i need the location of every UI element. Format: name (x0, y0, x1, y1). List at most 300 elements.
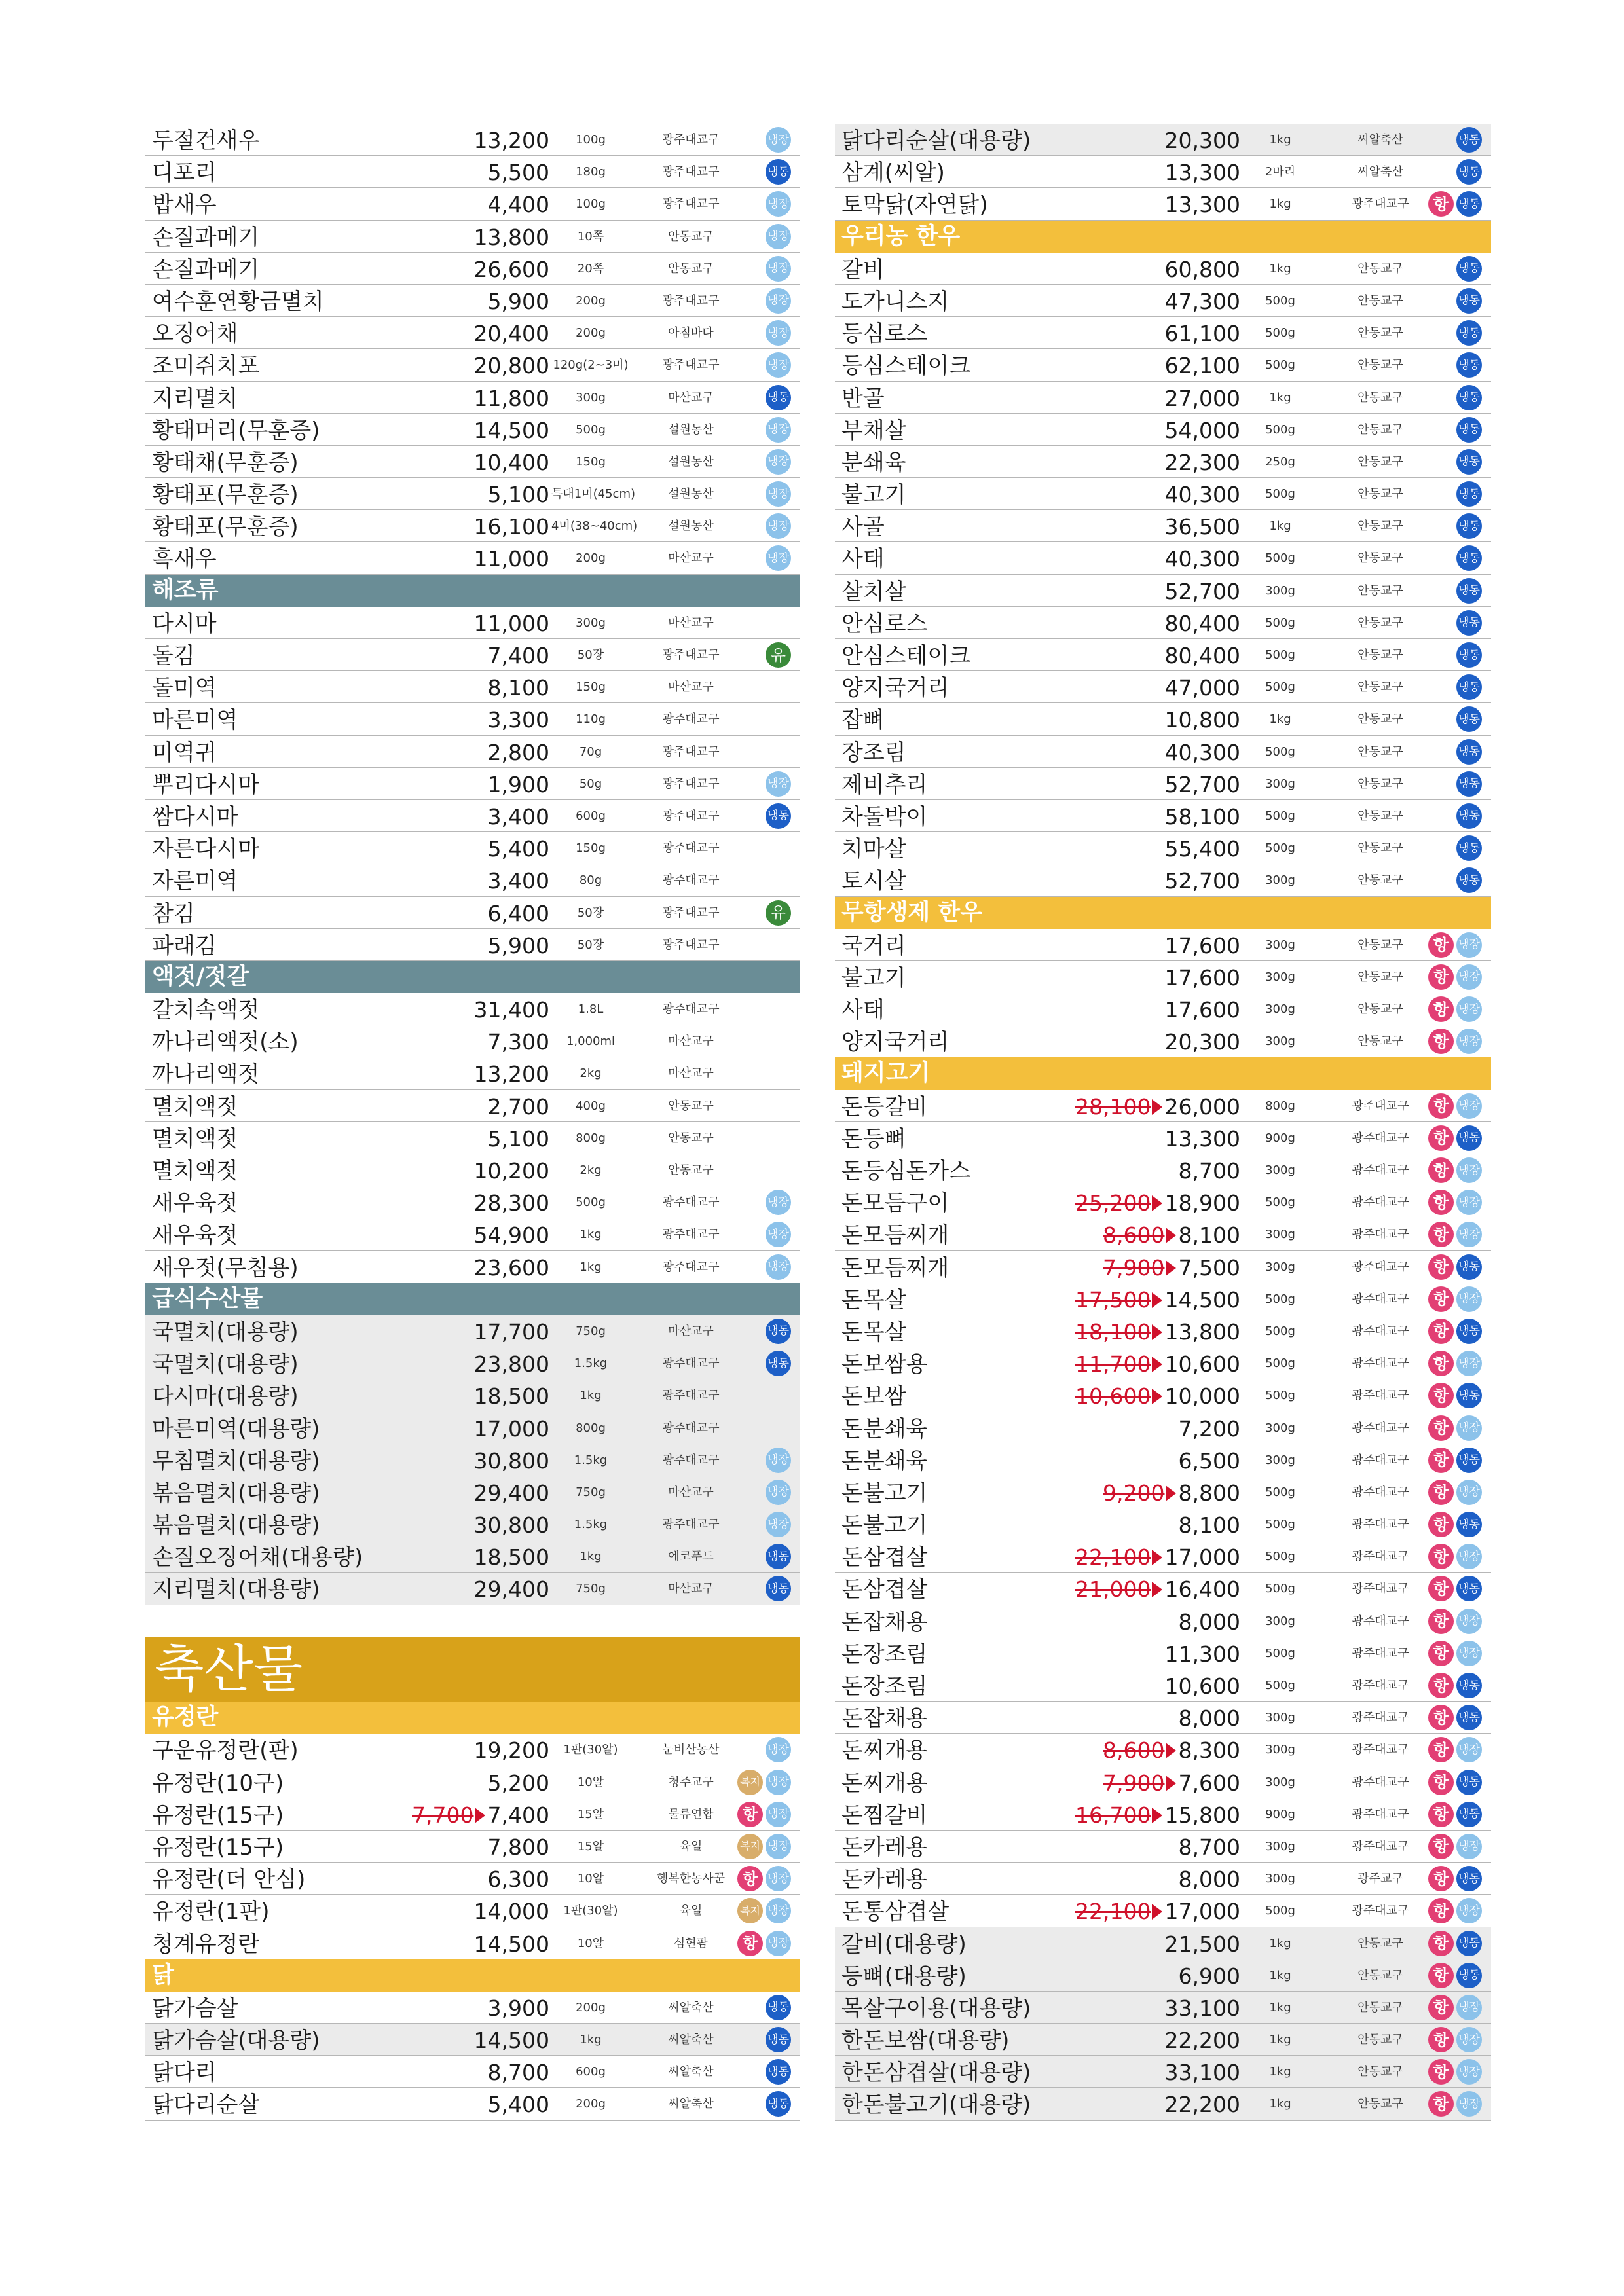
product-unit: 1,000ml (566, 1034, 616, 1049)
product-row[interactable] (145, 1573, 800, 1605)
product-unit: 1kg (580, 1389, 602, 1403)
product-origin: 광주대교구 (662, 358, 720, 373)
product-row[interactable] (145, 510, 800, 542)
product-unit: 200g (576, 551, 606, 566)
badge-group (766, 1448, 791, 1474)
product-row[interactable] (835, 1251, 1491, 1283)
product-name: 파래김 (152, 932, 217, 959)
product-row[interactable] (835, 1992, 1491, 2024)
product-row[interactable] (145, 446, 800, 478)
product-row[interactable] (835, 639, 1491, 671)
product-row[interactable] (835, 736, 1491, 768)
product-row[interactable] (835, 1025, 1491, 1057)
product-row[interactable] (835, 2024, 1491, 2056)
badge-group (737, 1834, 791, 1860)
product-price: 17,000 (1164, 1544, 1240, 1571)
product-unit: 500g (1265, 1389, 1295, 1403)
product-origin: 육일 (679, 1904, 703, 1918)
product-row[interactable] (145, 1798, 800, 1831)
right-price-column (835, 124, 1491, 2121)
product-row[interactable] (145, 639, 800, 671)
product-row[interactable] (835, 156, 1491, 188)
price-arrow-icon (1166, 1485, 1176, 1501)
chilled-badge: 냉장 (1456, 996, 1482, 1022)
category-title: 축산물 (155, 1639, 303, 1699)
product-row[interactable] (145, 2024, 800, 2056)
product-origin: 안동교구 (1357, 454, 1403, 469)
product-origin: 씨알축산 (1357, 165, 1403, 179)
badge-group (1456, 352, 1482, 378)
product-origin: 마산교구 (668, 680, 714, 695)
product-unit: 1kg (1269, 2065, 1291, 2079)
product-name: 황태포(무훈증) (152, 482, 299, 509)
product-row[interactable] (835, 1573, 1491, 1605)
product-unit: 500g (1265, 1679, 1295, 1692)
product-price: 26,600 (473, 256, 549, 282)
product-unit: 100g (576, 133, 606, 147)
product-unit: 750g (576, 1324, 606, 1338)
badge-group (1456, 739, 1482, 765)
product-price: 13,300 (1164, 192, 1240, 218)
product-unit: 1kg (1269, 197, 1291, 211)
product-row[interactable] (835, 188, 1491, 220)
antibiotic-free-badge: 항 (1428, 1995, 1454, 2020)
product-origin: 안동교구 (1357, 519, 1403, 534)
product-row[interactable] (835, 671, 1491, 703)
product-unit: 50장 (577, 905, 604, 920)
antibiotic-free-badge: 항 (1428, 2091, 1454, 2117)
frozen-badge: 냉동 (1456, 1673, 1482, 1698)
product-row[interactable] (145, 1476, 800, 1508)
badge-group (1428, 1866, 1482, 1892)
price-arrow-icon (1152, 1389, 1162, 1404)
product-row[interactable] (835, 2056, 1491, 2088)
product-row[interactable] (145, 1122, 800, 1154)
product-row[interactable] (145, 832, 800, 864)
product-row[interactable] (835, 510, 1491, 542)
product-row[interactable] (835, 1218, 1491, 1250)
section-title: 액젓/젓갈 (152, 963, 249, 990)
product-price: 5,900 (487, 932, 549, 958)
product-unit: 20쪽 (577, 261, 604, 276)
product-row[interactable] (145, 768, 800, 800)
product-row[interactable] (835, 961, 1491, 993)
product-name: 돈잡채용 (841, 1705, 928, 1732)
product-unit: 300g (1265, 873, 1295, 888)
product-origin: 광주대교구 (1352, 1743, 1409, 1757)
section-title: 유정란 (152, 1704, 219, 1731)
product-unit: 300g (576, 615, 606, 630)
product-row[interactable] (835, 703, 1491, 735)
product-row[interactable] (145, 1992, 800, 2024)
product-row[interactable] (835, 1766, 1491, 1798)
product-row[interactable] (835, 800, 1491, 832)
product-origin: 안동교구 (1357, 2097, 1403, 2111)
product-row[interactable] (835, 317, 1491, 349)
product-price: 18,900 (1164, 1190, 1240, 1216)
frozen-badge: 냉동 (766, 1995, 791, 2020)
product-origin: 안동교구 (668, 1163, 714, 1177)
badge-group (1456, 706, 1482, 733)
product-row[interactable] (835, 414, 1491, 446)
product-price: 22,200 (1164, 2092, 1240, 2118)
original-price: 16,700 (1075, 1802, 1151, 1828)
product-price: 7,800 (487, 1834, 549, 1860)
product-origin: 안동교구 (1357, 970, 1403, 984)
badge-group (1456, 674, 1482, 701)
antibiotic-free-badge: 항 (1428, 1866, 1454, 1891)
product-price: 17,600 (1164, 997, 1240, 1023)
product-row[interactable] (835, 1508, 1491, 1540)
antibiotic-free-badge: 항 (1428, 1576, 1454, 1601)
product-row[interactable] (145, 800, 800, 832)
price-arrow-icon (1166, 1260, 1176, 1276)
product-price: 8,000 (1178, 1705, 1240, 1732)
product-row[interactable] (835, 1476, 1491, 1508)
product-row[interactable] (835, 1186, 1491, 1218)
product-row[interactable] (145, 317, 800, 349)
product-row[interactable] (145, 2056, 800, 2088)
product-unit: 10알 (577, 1775, 604, 1789)
product-row[interactable] (145, 349, 800, 381)
product-origin: 안동교구 (1357, 326, 1403, 340)
product-row[interactable] (835, 832, 1491, 864)
product-row[interactable] (835, 1122, 1491, 1154)
product-row[interactable] (145, 1057, 800, 1089)
welfare-badge: 복지 (737, 1770, 763, 1795)
chilled-badge: 냉장 (766, 127, 791, 153)
product-unit: 1kg (1269, 519, 1291, 534)
product-name: 토시살 (841, 868, 906, 895)
product-row[interactable] (145, 1379, 800, 1412)
product-row[interactable] (835, 382, 1491, 414)
product-name: 지리멸치 (152, 385, 238, 412)
product-origin: 광주대교구 (662, 841, 720, 856)
badge-group (1428, 191, 1482, 217)
product-row[interactable] (145, 1508, 800, 1540)
section-header (145, 1283, 800, 1315)
product-name: 새우육젓 (152, 1222, 238, 1249)
antibiotic-free-badge: 항 (1428, 1480, 1454, 1505)
product-origin: 안동교구 (1357, 1968, 1403, 1982)
product-unit: 750g (576, 1485, 606, 1499)
product-row[interactable] (835, 1347, 1491, 1379)
product-row[interactable] (835, 1927, 1491, 1959)
product-row[interactable] (145, 1347, 800, 1379)
product-name: 사태 (841, 997, 885, 1024)
product-unit: 500g (1265, 1646, 1295, 1660)
product-row[interactable] (835, 1283, 1491, 1315)
product-unit: 600g (576, 2065, 606, 2079)
product-origin: 안동교구 (1357, 873, 1403, 888)
product-row[interactable] (145, 188, 800, 220)
product-row[interactable] (835, 1863, 1491, 1895)
badge-group (1428, 996, 1482, 1023)
product-price: 8,100 (1178, 1222, 1240, 1248)
product-row[interactable] (145, 1766, 800, 1798)
product-row[interactable] (145, 703, 800, 735)
product-origin: 안동교구 (1357, 776, 1403, 791)
original-price: 11,700 (1075, 1351, 1151, 1377)
product-origin: 광주교구 (1357, 1872, 1403, 1886)
product-row[interactable] (145, 478, 800, 510)
product-row[interactable] (145, 414, 800, 446)
product-row[interactable] (835, 768, 1491, 800)
badge-group (737, 1802, 791, 1828)
chilled-badge: 냉장 (1456, 1093, 1482, 1119)
price-arrow-icon (1152, 1904, 1162, 1920)
antibiotic-free-badge: 항 (1428, 1157, 1454, 1183)
product-row[interactable] (145, 1831, 800, 1863)
product-unit: 200g (576, 2097, 606, 2111)
product-origin: 마산교구 (668, 1582, 714, 1596)
product-price: 28,300 (473, 1190, 549, 1216)
product-row[interactable] (835, 1702, 1491, 1734)
product-row[interactable] (835, 285, 1491, 317)
product-unit: 800g (1265, 1099, 1295, 1113)
product-row[interactable] (835, 1540, 1491, 1573)
product-row[interactable] (835, 478, 1491, 510)
product-row[interactable] (145, 1863, 800, 1895)
product-row[interactable] (145, 221, 800, 253)
product-row[interactable] (145, 382, 800, 414)
chilled-badge: 냉장 (766, 417, 791, 443)
product-price: 17,600 (1164, 932, 1240, 958)
product-row[interactable] (835, 575, 1491, 607)
product-price: 54,000 (1164, 417, 1240, 443)
product-row[interactable] (835, 1959, 1491, 1992)
badge-group (1428, 1609, 1482, 1635)
product-row[interactable] (835, 1798, 1491, 1831)
product-row[interactable] (835, 1315, 1491, 1347)
product-name: 닭가슴살 (152, 1995, 238, 2022)
frozen-badge: 냉동 (1456, 320, 1482, 346)
product-origin: 안동교구 (668, 229, 714, 244)
product-origin: 광주대교구 (1352, 1260, 1409, 1274)
chilled-badge: 냉장 (766, 352, 791, 378)
product-name: 한돈불고기(대용량) (841, 2092, 1031, 2119)
product-unit: 300g (1265, 1775, 1295, 1789)
product-row[interactable] (835, 349, 1491, 381)
product-row[interactable] (145, 285, 800, 317)
product-name: 여수훈연황금멸치 (152, 288, 324, 315)
product-row[interactable] (145, 1315, 800, 1347)
product-name: 목살구이용(대용량) (841, 1995, 1031, 2022)
product-row[interactable] (145, 1186, 800, 1218)
product-row[interactable] (835, 929, 1491, 961)
product-price: 60,800 (1164, 256, 1240, 282)
product-price: 40,300 (1164, 739, 1240, 765)
product-row[interactable] (145, 1895, 800, 1927)
product-row[interactable] (145, 607, 800, 639)
product-unit: 특대1미(45cm) (551, 487, 635, 501)
product-name: 유정란(15구) (152, 1834, 284, 1861)
product-unit: 500g (1265, 358, 1295, 373)
product-origin: 광주대교구 (1352, 1807, 1409, 1821)
product-origin: 광주대교구 (662, 905, 720, 920)
product-row[interactable] (835, 1895, 1491, 1927)
product-unit: 1kg (580, 1228, 602, 1242)
badge-group (1456, 385, 1482, 411)
product-row[interactable] (145, 1218, 800, 1250)
chilled-badge: 냉장 (766, 481, 791, 507)
product-name: 쌈다시마 (152, 803, 238, 830)
product-unit: 1kg (1269, 2000, 1291, 2014)
product-row[interactable] (835, 1669, 1491, 1702)
product-price: 20,800 (473, 353, 549, 379)
product-row[interactable] (835, 864, 1491, 896)
product-origin: 안동교구 (1357, 358, 1403, 373)
product-row[interactable] (835, 542, 1491, 574)
antibiotic-free-badge: 항 (1428, 1254, 1454, 1280)
product-row[interactable] (835, 2088, 1491, 2120)
product-row[interactable] (145, 1251, 800, 1283)
product-row[interactable] (145, 897, 800, 929)
product-origin: 광주대교구 (662, 648, 720, 662)
product-origin: 마산교구 (668, 1034, 714, 1049)
product-row[interactable] (835, 446, 1491, 478)
product-unit: 500g (1265, 487, 1295, 501)
product-origin: 마산교구 (668, 1324, 714, 1338)
product-row[interactable] (145, 542, 800, 574)
product-unit: 500g (1265, 809, 1295, 823)
product-row[interactable] (145, 1734, 800, 1766)
product-origin: 광주대교구 (662, 873, 720, 888)
badge-group (1428, 2091, 1482, 2117)
product-name: 돈등뼈 (841, 1125, 906, 1152)
product-origin: 광주대교구 (1352, 1131, 1409, 1145)
product-price: 11,000 (473, 610, 549, 636)
product-name: 분쇄육 (841, 449, 906, 476)
original-price: 8,600 (1103, 1222, 1165, 1248)
product-row[interactable] (835, 1444, 1491, 1476)
product-row[interactable] (145, 993, 800, 1025)
product-price: 17,000 (473, 1415, 549, 1442)
product-row[interactable] (145, 1090, 800, 1122)
product-name: 돌김 (152, 643, 195, 669)
product-unit: 500g (1265, 615, 1295, 630)
chilled-badge: 냉장 (1456, 1737, 1482, 1762)
product-row[interactable] (145, 2088, 800, 2120)
product-name: 자른다시마 (152, 836, 260, 863)
antibiotic-free-badge: 항 (1428, 1544, 1454, 1569)
product-row[interactable] (835, 124, 1491, 156)
product-name: 황태머리(무훈증) (152, 417, 320, 444)
product-price: 36,500 (1164, 514, 1240, 540)
product-price: 29,400 (473, 1480, 549, 1506)
badge-group (766, 352, 791, 378)
antibiotic-free-badge: 항 (737, 1866, 763, 1891)
badge-group (1428, 1319, 1482, 1345)
product-origin: 광주대교구 (1352, 1292, 1409, 1306)
antibiotic-free-badge: 항 (1428, 1737, 1454, 1762)
badge-group (766, 449, 791, 475)
product-price: 22,200 (1164, 2028, 1240, 2054)
badge-group (1428, 1093, 1482, 1120)
product-origin: 안동교구 (1357, 809, 1403, 823)
antibiotic-free-badge: 항 (1428, 1673, 1454, 1698)
product-row[interactable] (145, 1412, 800, 1444)
product-row[interactable] (145, 156, 800, 188)
product-row[interactable] (145, 1540, 800, 1573)
chilled-badge: 냉장 (766, 256, 791, 282)
frozen-badge: 냉동 (1456, 1512, 1482, 1537)
product-unit: 1kg (1269, 712, 1291, 727)
product-name: 갈비 (841, 256, 885, 283)
frozen-badge: 냉동 (1456, 1254, 1482, 1280)
frozen-badge: 냉동 (1456, 867, 1482, 893)
product-row[interactable] (145, 253, 800, 285)
product-row[interactable] (835, 253, 1491, 285)
section-title: 해조류 (152, 577, 219, 604)
chilled-badge: 냉장 (766, 449, 791, 475)
badge-group (766, 1254, 791, 1281)
product-row[interactable] (835, 1379, 1491, 1412)
product-unit: 500g (1265, 1324, 1295, 1338)
product-origin: 광주대교구 (662, 1002, 720, 1017)
product-origin: 씨알축산 (668, 2000, 714, 2014)
product-origin: 광주대교구 (1352, 1421, 1409, 1435)
product-row[interactable] (145, 736, 800, 768)
product-name: 닭가슴살(대용량) (152, 2028, 320, 2054)
product-unit: 1kg (580, 2033, 602, 2047)
price-arrow-icon (1166, 1228, 1176, 1243)
product-price: 17,700 (473, 1319, 549, 1345)
product-row[interactable] (835, 607, 1491, 639)
product-row[interactable] (835, 1831, 1491, 1863)
product-row[interactable] (835, 1090, 1491, 1122)
product-unit: 300g (1265, 1421, 1295, 1435)
product-unit: 1.8L (578, 1002, 604, 1017)
frozen-badge: 냉동 (1456, 835, 1482, 861)
product-row[interactable] (835, 1734, 1491, 1766)
product-row[interactable] (835, 1637, 1491, 1669)
product-origin: 설원농산 (668, 454, 714, 469)
product-row[interactable] (145, 929, 800, 961)
product-row[interactable] (145, 1025, 800, 1057)
product-unit: 300g (1265, 1614, 1295, 1628)
product-name: 자른미역 (152, 868, 238, 895)
product-row[interactable] (145, 1154, 800, 1186)
product-row[interactable] (145, 671, 800, 703)
badge-group (1428, 1576, 1482, 1602)
frozen-badge: 냉동 (1456, 771, 1482, 797)
product-row[interactable] (145, 1444, 800, 1476)
antibiotic-free-badge: 항 (1428, 1931, 1454, 1956)
antibiotic-free-badge: 항 (1428, 1512, 1454, 1537)
product-origin: 안동교구 (1357, 2000, 1403, 2014)
product-price: 5,100 (487, 1125, 549, 1152)
frozen-badge: 냉동 (1456, 642, 1482, 668)
product-row[interactable] (145, 864, 800, 896)
product-row[interactable] (835, 993, 1491, 1025)
antibiotic-free-badge: 항 (1428, 191, 1454, 217)
product-row[interactable] (145, 1927, 800, 1959)
chilled-badge: 냉장 (766, 1512, 791, 1537)
product-unit: 150g (576, 841, 606, 856)
badge-group (1428, 1673, 1482, 1699)
product-row[interactable] (145, 124, 800, 156)
section-header (835, 1057, 1491, 1089)
product-row[interactable] (835, 1154, 1491, 1186)
product-origin: 안동교구 (1357, 261, 1403, 276)
badge-group (766, 256, 791, 282)
product-price: 19,200 (473, 1738, 549, 1764)
product-unit: 2kg (580, 1163, 602, 1177)
product-row[interactable] (835, 1605, 1491, 1637)
badge-group (1428, 1286, 1482, 1313)
product-row[interactable] (835, 1412, 1491, 1444)
